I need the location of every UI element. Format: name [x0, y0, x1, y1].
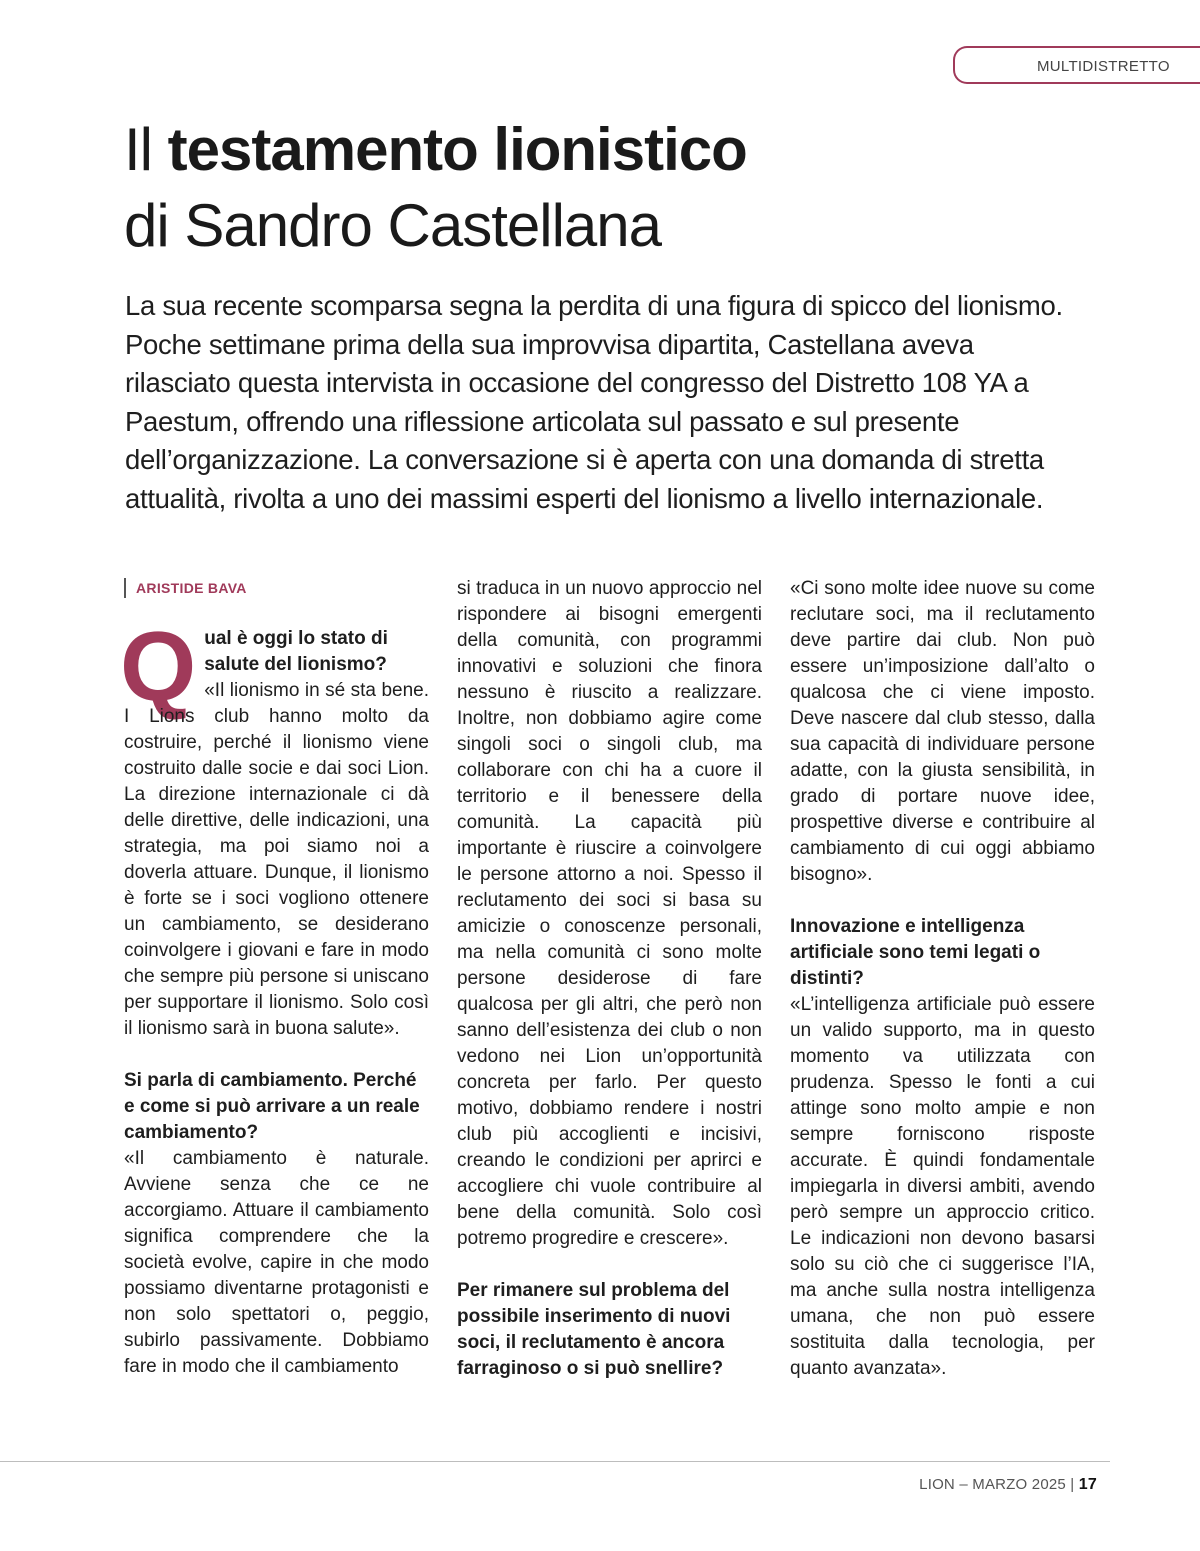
section-tab	[953, 46, 1200, 84]
title-prefix: Il	[124, 116, 152, 183]
section-label: MULTIDISTRETTO	[1037, 58, 1170, 75]
lead-paragraph: La sua recente scomparsa segna la perdita di una figura di spicco del lionismo. Poche settimane prima della sua improvvisa dipartita, Castellana aveva rilasciato questa intervista in occasione del congresso del Distretto 108 YA a Paestum, offrendo una riflessione articolata sul passato e sul presente dell’organizzazione. La conversazione si è aperta con una domanda di stretta attualità, rivolta a uno dei massimi esperti del lionismo a livello internazionale.	[125, 290, 1063, 514]
page-number: 17	[1078, 1476, 1097, 1493]
question-3: Per rimanere sul problema del possibile inserimento di nuovi soci, il reclutamento è ancora farraginoso o si può snellire?	[457, 1280, 731, 1379]
article-subtitle: di Sandro Castellana	[124, 192, 662, 259]
footer-divider	[0, 1461, 1110, 1462]
column-2	[457, 576, 762, 1382]
answer-2-part-1: «Il cambiamento è naturale. Avviene senza che ce ne accorgiamo. Attuare il cambiamento significa comprendere che la società evolve, capire in che modo possiamo diventarne protagonisti e non solo spettatori o, peggio, subirlo passivamente. Dobbiamo fare in modo che il cambiamento	[124, 1148, 429, 1377]
dropcap: Q	[120, 611, 197, 721]
question-1: ual è oggi lo stato di salute del lionismo?	[204, 628, 388, 675]
column-3	[790, 576, 1095, 1382]
answer-3: «Ci sono molte idee nuove su come reclutare soci, ma il reclutamento deve partire dai club. Non può essere un’imposizione dall’alto o qualcosa che ci viene imposto. Deve nascere dal club stesso, dalla sua capacità di individuare persone adatte, con la giusta sensibilità, in grado di portare nuove idee, prospettive diverse e contribuire al cambiamento di cui oggi abbiamo bisogno».	[790, 578, 1095, 885]
article-title	[124, 112, 747, 188]
title-main: testamento lionistico	[167, 116, 747, 183]
answer-4: «L’intelligenza artificiale può essere un valido supporto, ma in questo momento va utilizzata con prudenza. Spesso le fonti a cui attinge sono molto ampie e non sempre forniscono risposte accurate. È quindi fondamentale impiegarla in diversi ambiti, avendo però sempre un approccio critico. Le indicazioni non devono basarsi solo su ciò che ci suggerisce l’IA, ma anche sulla nostra intelligenza umana, che non può essere sostituita dalla tecnologia, per quanto avanzata».	[790, 994, 1095, 1379]
answer-2-part-2: si traduca in un nuovo approccio nel rispondere ai bisogni emergenti della comunità, con programmi innovativi e soluzioni che finora nessuno è riuscito a realizzare. Inoltre, non dobbiamo agire come singoli soci o singoli club, ma collaborare con chi ha a cuore il territorio e il benessere della comunità. La capacità più importante è riuscire a coinvolgere le persone attorno a noi. Spesso il reclutamento dei soci si basa su amicizie o conoscenze personali, ma nella comunità ci sono molte persone desiderose di fare qualcosa per gli altri, che però non sanno dell’esistenza dei club o non vedono nei Lion un’opportunità concreta per farlo. Per questo motivo, dobbiamo rendere i nostri club più accoglienti e incisivi, creando le condizioni per aprirci e accogliere chi vuole contribuire al bene della comunità. Solo così potremo progredire e crescere».	[457, 578, 762, 1249]
column-1	[120, 611, 429, 1380]
question-4: Innovazione e intelligenza artificiale sono temi legati o distinti?	[790, 916, 1041, 989]
author-byline: ARISTIDE BAVA	[124, 578, 247, 598]
page-footer	[919, 1476, 1097, 1494]
magazine-issue: LION – MARZO 2025 |	[919, 1476, 1075, 1493]
answer-1: «Il lionismo in sé sta bene. I Lions club hanno molto da costruire, perché il lionismo viene costruito dalle socie e dai soci Lion. La direzione internazionale ci dà delle direttive, delle indicazioni, una strategia, ma poi siamo noi a doverla attuare. Dunque, il lionismo è forte se i soci vogliono ottenere un cambiamento, se desiderano coinvolgere i giovani e fare in modo che sempre più persone si uniscano per supportare il lionismo. Solo così il lionismo sarà in buona salute».	[124, 680, 429, 1039]
question-2: Si parla di cambiamento. Perché e come si può arrivare a un reale cambiamento?	[124, 1070, 420, 1143]
